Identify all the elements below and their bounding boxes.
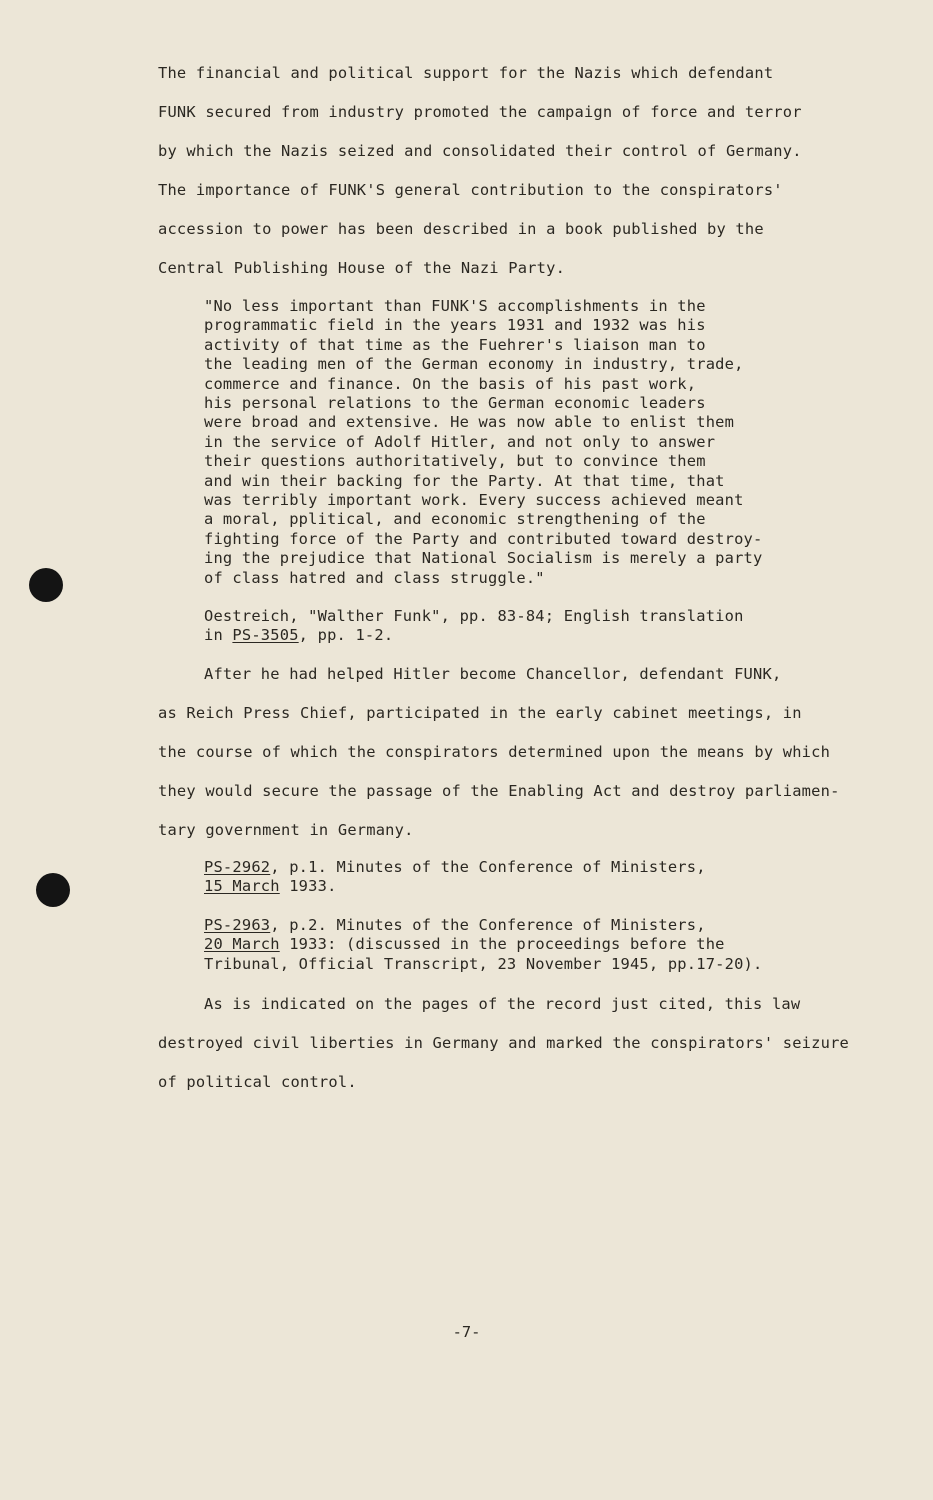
citation-date: 20 March	[204, 935, 280, 954]
text-line: tary government in Germany.	[158, 821, 414, 839]
block-quote: "No less important than FUNK'S accomplishments in the programmatic field in the years 1931 and 1932 was his activity of that time as the Fuehrer's liaison man to the leading men of the German economy in industry, trade, commerce and finance. On the basis of his past work, his personal relations to the German economic leaders were broad and extensive. He was now able to enlist them in the service of Adolf Hitler, and not only to answer their questions authoritatively, but to convince them and win their backing for the Party. At that time, that was terribly important work. Every success achieved meant a moral, pplitical, and economic strengthening of the fighting force of the Party and contributed toward destroy- ing the prejudice that National Socialism is merely a party of class hatred and class struggle."	[204, 297, 763, 587]
citation-text: , pp. 1-2.	[298, 626, 394, 645]
paragraph-funk-support	[158, 62, 878, 296]
citation-text: , p.1. Minutes of the Conference of Ministers,	[270, 858, 706, 876]
document-reference: PS-2963	[204, 916, 271, 934]
citation-line	[204, 916, 844, 935]
page-number: -7-	[452, 1323, 481, 1341]
citation-line: Oestreich, "Walther Funk", pp. 83-84; English translation	[204, 607, 744, 625]
text-line: The importance of FUNK'S general contribution to the conspirators'	[158, 181, 783, 199]
text-line: Central Publishing House of the Nazi Party.	[158, 259, 566, 277]
text-line: After he had helped Hitler become Chancellor, defendant FUNK,	[204, 665, 782, 683]
paragraph-cabinet-meetings	[158, 663, 878, 858]
citation-oestreich	[204, 607, 844, 646]
punch-hole-top	[29, 568, 63, 602]
text-line: the course of which the conspirators determined upon the means by which	[158, 743, 831, 761]
document-reference: PS-2962	[204, 858, 271, 876]
citation-line	[204, 858, 844, 877]
text-line: by which the Nazis seized and consolidated their control of Germany.	[158, 142, 802, 160]
citation-text: in	[204, 626, 233, 645]
text-line: destroyed civil liberties in Germany and marked the conspirators' seizure	[158, 1034, 850, 1052]
citation-text: , p.2. Minutes of the Conference of Ministers,	[270, 916, 706, 934]
citation-ps-2962	[204, 858, 844, 897]
citation-line	[204, 626, 844, 645]
document-reference: PS-3505	[232, 626, 299, 645]
citation-text: 1933.	[279, 877, 337, 896]
citation-text: 1933: (discussed in the proceedings before the	[279, 935, 725, 954]
text-line: they would secure the passage of the Enabling Act and destroy parliamen-	[158, 782, 840, 800]
citation-line	[204, 935, 844, 954]
paragraph-civil-liberties	[158, 993, 878, 1110]
text-line: The financial and political support for the Nazis which defendant	[158, 64, 774, 82]
citation-date: 15 March	[204, 877, 280, 896]
text-line: As is indicated on the pages of the record just cited, this law	[204, 995, 801, 1013]
text-line: accession to power has been described in a book published by the	[158, 220, 764, 238]
text-line: as Reich Press Chief, participated in the early cabinet meetings, in	[158, 704, 802, 722]
citation-ps-2963	[204, 916, 844, 974]
citation-line: Tribunal, Official Transcript, 23 November 1945, pp.17-20).	[204, 954, 763, 973]
punch-hole-bottom	[36, 873, 70, 907]
text-line: of political control.	[158, 1073, 357, 1091]
text-line: FUNK secured from industry promoted the campaign of force and terror	[158, 103, 802, 121]
citation-line	[204, 877, 844, 896]
